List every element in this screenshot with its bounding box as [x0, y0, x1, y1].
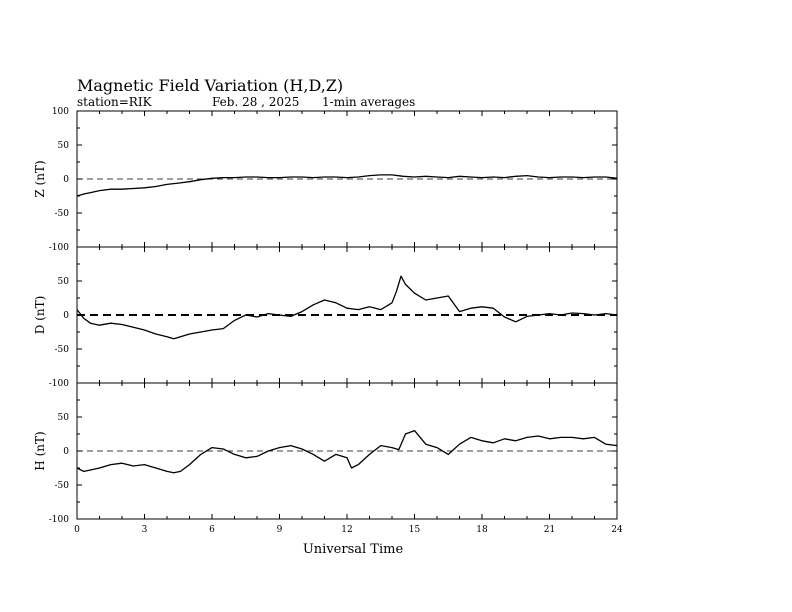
x-axis [74, 525, 623, 535]
y-tick-label: 0 [63, 175, 69, 185]
y-tick-label: 50 [57, 277, 69, 287]
chart-title: Magnetic Field Variation (H,D,Z) [77, 76, 344, 95]
x-tick-label: 0 [74, 525, 80, 535]
y-tick-label: -50 [54, 209, 69, 219]
y-tick-label: -50 [54, 345, 69, 355]
y-tick-label: -100 [48, 243, 69, 253]
y-tick-label: 100 [51, 107, 69, 117]
panel-0 [33, 107, 617, 253]
x-tick-label: 18 [476, 525, 488, 535]
y-axis-label: H (nT) [33, 431, 47, 471]
panel-2 [33, 383, 617, 525]
y-tick-label: 0 [63, 311, 69, 321]
y-tick-label: 0 [63, 447, 69, 457]
y-axis-label: D (nT) [33, 295, 47, 335]
x-axis-label: Universal Time [302, 542, 404, 557]
panel-1 [33, 247, 617, 389]
x-tick-label: 9 [276, 525, 283, 535]
series-line [77, 276, 617, 339]
series-line [77, 175, 617, 196]
station-label: station=RIK [77, 95, 152, 109]
x-tick-label: 6 [209, 525, 215, 535]
x-tick-label: 24 [611, 525, 623, 535]
y-tick-label: 50 [57, 413, 69, 423]
y-tick-label: -100 [48, 379, 69, 389]
x-tick-label: 3 [141, 525, 148, 535]
date-label: Feb. 28 , 2025 [212, 95, 300, 109]
series-line [77, 431, 617, 473]
y-tick-label: 50 [57, 141, 69, 151]
x-tick-label: 21 [543, 525, 556, 535]
x-tick-label: 15 [408, 525, 421, 535]
x-tick-label: 12 [341, 525, 353, 535]
y-tick-label: -50 [54, 481, 69, 491]
plot-panels [33, 107, 617, 525]
averaging-label: 1-min averages [322, 95, 416, 109]
y-axis-label: Z (nT) [33, 160, 47, 198]
y-tick-label: -100 [48, 515, 69, 525]
